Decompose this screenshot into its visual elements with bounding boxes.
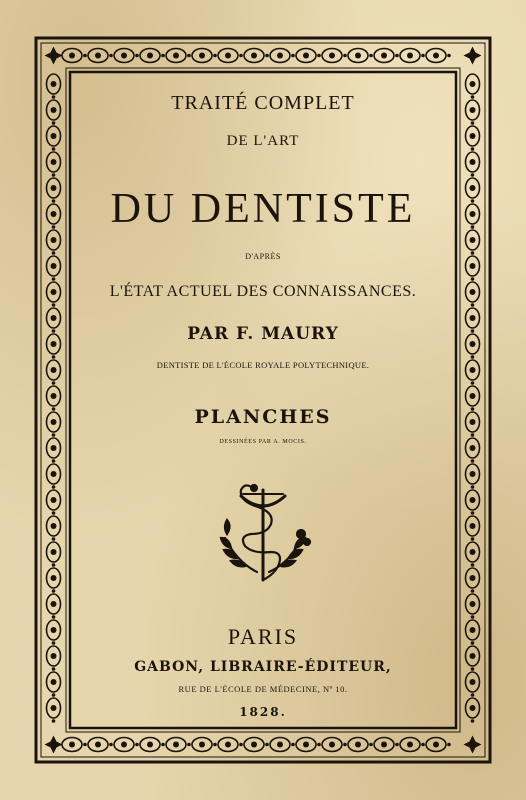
border-rosette xyxy=(47,100,61,120)
border-dot xyxy=(471,121,475,125)
border-rosette xyxy=(88,738,108,752)
border-rosette xyxy=(296,49,316,63)
border-rosette xyxy=(374,49,394,63)
border-rosette xyxy=(192,738,212,752)
corner-star-ornament xyxy=(464,47,482,65)
border-rosette xyxy=(88,49,108,63)
title-line-1: TRAITÉ COMPLET xyxy=(171,92,355,114)
border-rosette xyxy=(47,126,61,146)
border-dot xyxy=(471,251,475,255)
border-rosette xyxy=(47,490,61,510)
border-rosette xyxy=(374,738,394,752)
border-dot xyxy=(52,615,56,619)
border-dot xyxy=(52,303,56,307)
border-dot xyxy=(83,743,87,747)
border-dot xyxy=(471,589,475,593)
border-rosette xyxy=(47,698,61,718)
border-rosette xyxy=(47,282,61,302)
border-dot xyxy=(471,407,475,411)
illustrator-credit: DESSINÉES PAR A. MOCIS. xyxy=(219,439,307,445)
border-dot xyxy=(369,743,373,747)
border-dot xyxy=(52,95,56,99)
border-dot xyxy=(52,719,56,723)
border-rosette xyxy=(400,49,420,63)
border-rosette xyxy=(47,646,61,666)
border-rosette xyxy=(466,620,480,640)
border-dot xyxy=(471,485,475,489)
border-dot xyxy=(447,743,451,747)
border-dot xyxy=(471,199,475,203)
main-title: DU DENTISTE xyxy=(110,186,416,232)
border-dot xyxy=(471,381,475,385)
border-rosette xyxy=(466,594,480,614)
border-dot xyxy=(83,54,87,58)
border-dot xyxy=(52,329,56,333)
border-dot xyxy=(471,563,475,567)
author-role: DENTISTE DE L'ÉCOLE ROYALE POLYTECHNIQUE. xyxy=(156,360,370,370)
border-rosette xyxy=(62,738,82,752)
border-dot xyxy=(471,95,475,99)
border-dot xyxy=(291,54,295,58)
border-rosette xyxy=(322,738,342,752)
border-rosette xyxy=(466,698,480,718)
border-rosette xyxy=(47,386,61,406)
border-rosette xyxy=(466,438,480,458)
border-rosette xyxy=(218,738,238,752)
border-rosette xyxy=(47,230,61,250)
border-rosette xyxy=(466,308,480,328)
border-dot xyxy=(213,54,217,58)
border-dot xyxy=(471,225,475,229)
corner-star-ornament xyxy=(464,736,482,754)
border-rosette xyxy=(466,516,480,536)
border-rosette xyxy=(466,386,480,406)
border-dot xyxy=(471,355,475,359)
border-dot xyxy=(135,54,139,58)
border-dot xyxy=(265,54,269,58)
border-dot xyxy=(239,54,243,58)
border-dot xyxy=(52,433,56,437)
border-rosette xyxy=(426,49,446,63)
border-rosette xyxy=(466,334,480,354)
border-dot xyxy=(52,537,56,541)
border-rosette xyxy=(466,490,480,510)
border-dot xyxy=(187,54,191,58)
title-line-2: DE L'ART xyxy=(226,133,300,149)
border-dot xyxy=(52,147,56,151)
border-dot xyxy=(52,199,56,203)
author: PAR F. MAURY xyxy=(187,324,339,344)
border-rosette xyxy=(47,464,61,484)
border-dot xyxy=(161,743,165,747)
border-dot xyxy=(471,693,475,697)
border-rosette xyxy=(47,256,61,276)
border-dot xyxy=(395,743,399,747)
border-rosette xyxy=(47,438,61,458)
border-rosette xyxy=(47,204,61,224)
section-title: PLANCHES xyxy=(194,406,332,428)
border-rosette xyxy=(47,672,61,692)
border-rosette xyxy=(466,178,480,198)
imprint-city: PARIS xyxy=(227,624,299,649)
border-dot xyxy=(161,54,165,58)
border-dot xyxy=(52,563,56,567)
corner-star-ornament xyxy=(45,47,63,65)
border-dot xyxy=(52,277,56,281)
border-rosette xyxy=(466,204,480,224)
border-rosette xyxy=(466,230,480,250)
border-dot xyxy=(239,743,243,747)
border-rosette xyxy=(47,620,61,640)
border-dot xyxy=(52,485,56,489)
border-dot xyxy=(52,407,56,411)
border-dot xyxy=(471,641,475,645)
border-rosette xyxy=(466,646,480,666)
border-dot xyxy=(52,355,56,359)
border-dot xyxy=(109,743,113,747)
border-dot xyxy=(471,277,475,281)
border-dot xyxy=(135,743,139,747)
border-dot xyxy=(421,743,425,747)
border-rosette xyxy=(466,152,480,172)
border-rosette xyxy=(466,464,480,484)
border-dot xyxy=(471,329,475,333)
border-rosette xyxy=(244,738,264,752)
border-dot xyxy=(52,589,56,593)
border-dot xyxy=(471,537,475,541)
border-rosette xyxy=(466,568,480,588)
border-dot xyxy=(421,54,425,58)
border-rosette xyxy=(140,738,160,752)
border-dot xyxy=(291,743,295,747)
border-rosette xyxy=(466,672,480,692)
border-rosette xyxy=(322,49,342,63)
border-rosette xyxy=(348,49,368,63)
border-dot xyxy=(395,54,399,58)
border-rosette xyxy=(114,738,134,752)
border-rosette xyxy=(426,738,446,752)
border-rosette xyxy=(47,568,61,588)
border-dot xyxy=(317,743,321,747)
border-rosette xyxy=(466,412,480,432)
border-dot xyxy=(471,173,475,177)
border-dot xyxy=(52,693,56,697)
border-rosette xyxy=(270,49,290,63)
border-rosette xyxy=(47,412,61,432)
border-dot xyxy=(52,667,56,671)
border-rosette xyxy=(466,126,480,146)
border-rosette xyxy=(62,49,82,63)
border-dot xyxy=(52,173,56,177)
border-rosette xyxy=(348,738,368,752)
border-rosette xyxy=(296,738,316,752)
title-line-4: D'APRÈS xyxy=(245,252,281,261)
border-rosette xyxy=(47,74,61,94)
border-rosette xyxy=(466,282,480,302)
border-dot xyxy=(52,641,56,645)
border-rosette xyxy=(466,256,480,276)
border-dot xyxy=(317,54,321,58)
border-rosette xyxy=(47,594,61,614)
border-dot xyxy=(343,54,347,58)
border-rosette xyxy=(244,49,264,63)
border-dot xyxy=(52,121,56,125)
border-rosette xyxy=(47,308,61,328)
caduceus-serpent-emblem xyxy=(205,476,321,592)
imprint-year: 1828. xyxy=(239,705,287,719)
border-dot xyxy=(109,54,113,58)
border-dot xyxy=(471,719,475,723)
corner-star-ornament xyxy=(45,736,63,754)
border-rosette xyxy=(47,152,61,172)
border-dot xyxy=(447,54,451,58)
border-dot xyxy=(471,511,475,515)
border-rosette xyxy=(114,49,134,63)
border-rosette xyxy=(218,49,238,63)
border-rosette xyxy=(270,738,290,752)
title-line-5: L'ÉTAT ACTUEL DES CONNAISSANCES. xyxy=(109,283,417,300)
border-rosette xyxy=(47,334,61,354)
border-dot xyxy=(471,459,475,463)
border-dot xyxy=(52,511,56,515)
border-rosette xyxy=(47,516,61,536)
border-rosette xyxy=(466,360,480,380)
border-dot xyxy=(52,381,56,385)
border-dot xyxy=(265,743,269,747)
imprint-address: RUE DE L'ÉCOLE DE MÉDECINE, Nº 10. xyxy=(178,684,348,694)
border-dot xyxy=(213,743,217,747)
border-rosette xyxy=(166,738,186,752)
border-dot xyxy=(52,459,56,463)
border-dot xyxy=(471,615,475,619)
border-rosette xyxy=(400,738,420,752)
border-dot xyxy=(343,743,347,747)
border-dot xyxy=(52,251,56,255)
border-dot xyxy=(471,667,475,671)
border-dot xyxy=(187,743,191,747)
border-rosette xyxy=(466,542,480,562)
border-rosette xyxy=(47,542,61,562)
imprint-publisher: GABON, LIBRAIRE-ÉDITEUR, xyxy=(134,659,392,675)
border-dot xyxy=(471,147,475,151)
border-rosette xyxy=(47,360,61,380)
border-rosette xyxy=(166,49,186,63)
border-dot xyxy=(369,54,373,58)
border-rosette xyxy=(47,178,61,198)
border-rosette xyxy=(466,74,480,94)
border-dot xyxy=(471,433,475,437)
border-dot xyxy=(52,225,56,229)
border-rosette xyxy=(466,100,480,120)
border-rosette xyxy=(140,49,160,63)
border-dot xyxy=(471,303,475,307)
border-rosette xyxy=(192,49,212,63)
